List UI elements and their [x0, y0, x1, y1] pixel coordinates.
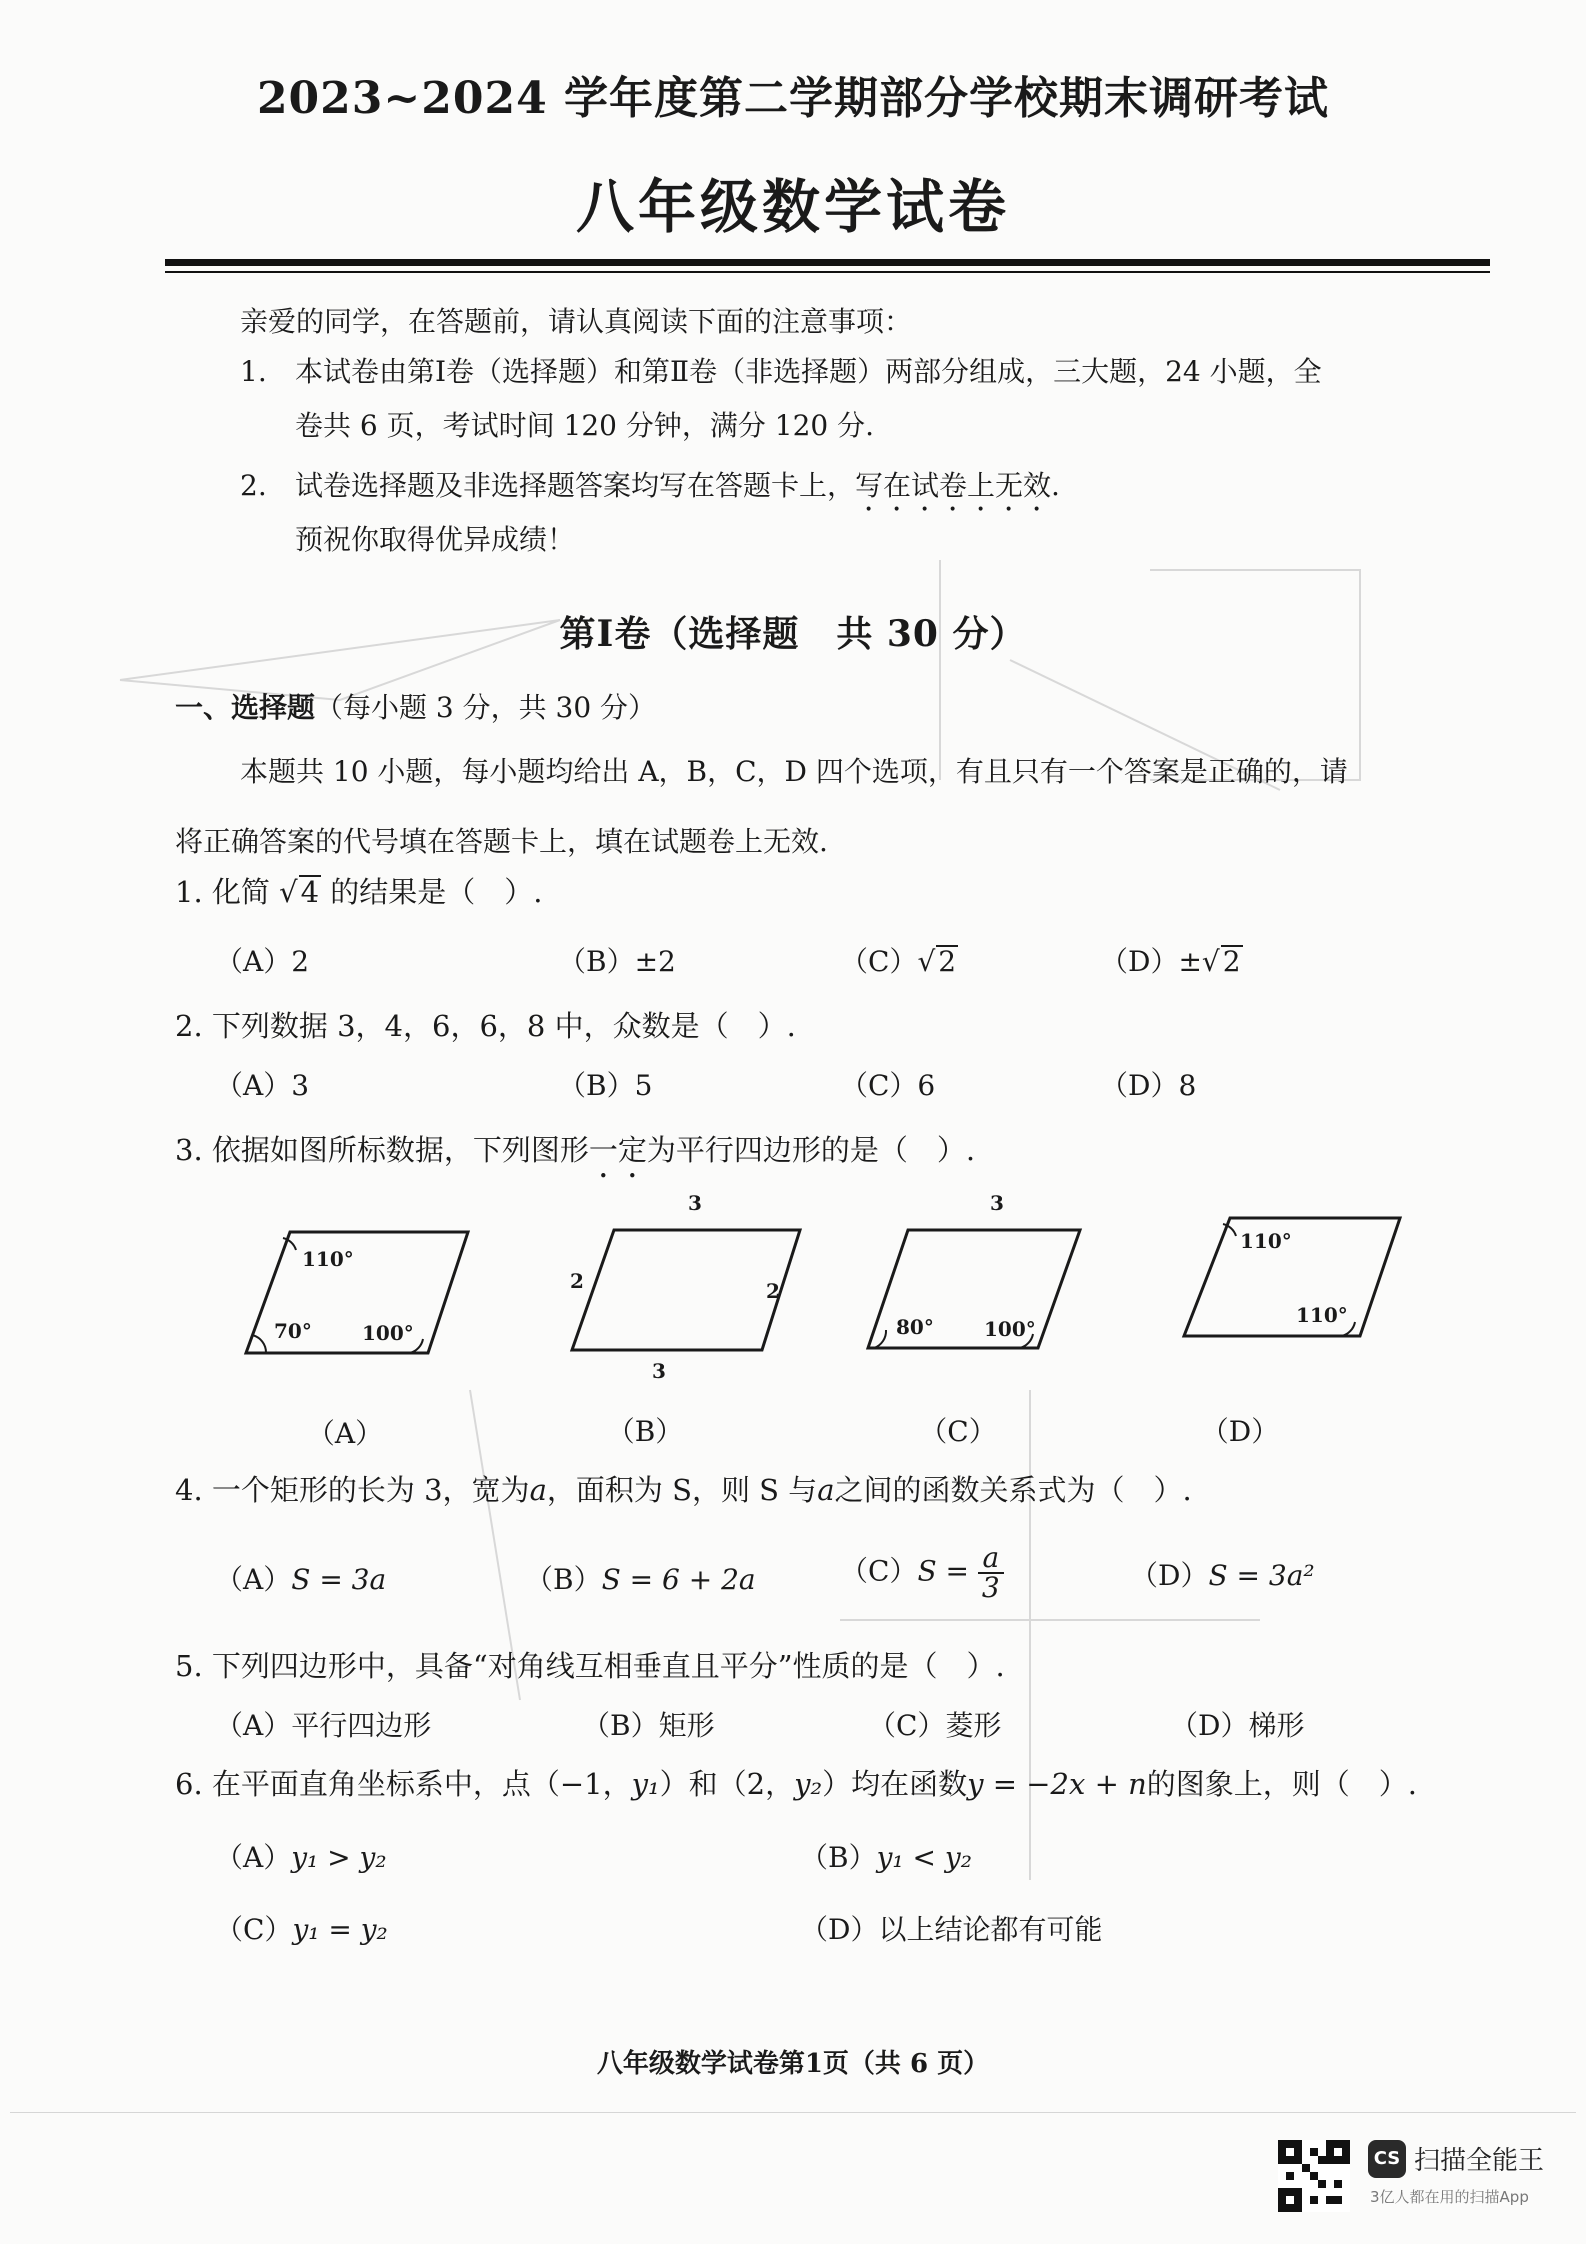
q5-option-c: （C）菱形 — [868, 1709, 1002, 1742]
q1-stem: 1. 化简 √ 4 的结果是（ ）. — [175, 875, 543, 909]
q3-label-d: （D） — [1200, 1415, 1280, 1448]
q4-stem-mid: ，面积为 S，则 S 与 — [546, 1473, 818, 1507]
q1-option-d: （D）±√ 2 — [1100, 945, 1241, 978]
q1-stem-post: 的结果是（ ）. — [330, 875, 543, 909]
q1-radicand: 4 — [300, 875, 320, 909]
q6-stem-pre: 6. 在平面直角坐标系中，点（−1， — [175, 1767, 632, 1801]
section1-points: （每小题 3 分，共 30 分） — [315, 691, 657, 724]
q1-option-c-label: （C） — [840, 945, 918, 978]
exam-title: 2023~2024 学年度第二学期部分学校期末调研考试 — [256, 73, 1330, 124]
q1-option-c-radicand: 2 — [938, 945, 957, 978]
q3-fig-d-angle-110-bottom: 110° — [1296, 1303, 1348, 1327]
page-bottom-edge — [10, 2112, 1576, 2113]
q6-option-a-expr: y₁ > y₂ — [291, 1841, 387, 1874]
q3-label-b: （B） — [606, 1415, 684, 1448]
page-footer: 八年级数学试卷第1页（共 6 页） — [596, 2049, 990, 2079]
q3-fig-d-angle-110-top: 110° — [1240, 1229, 1292, 1253]
q6-option-a-label: （A） — [215, 1841, 292, 1874]
q4-option-b-label: （B） — [525, 1563, 602, 1596]
q4-option-a-label: （A） — [215, 1563, 292, 1596]
q4-option-c-numerator: a — [978, 1544, 1004, 1574]
q2-option-b: （B）5 — [558, 1069, 653, 1102]
q4-var-a2: a — [817, 1473, 835, 1507]
q4-option-d-label: （D） — [1130, 1559, 1209, 1592]
q4-option-c-denominator: 3 — [981, 1571, 1000, 1604]
q3-fig-a-angle-70: 70° — [274, 1319, 312, 1343]
q6-option-b-label: （B） — [800, 1841, 877, 1874]
notice-greeting: 亲爱的同学，在答题前，请认真阅读下面的注意事项： — [240, 305, 913, 338]
q4-option-c-label: （C） — [840, 1554, 918, 1588]
notice-item1-line2: 卷共 6 页，考试时间 120 分钟，满分 120 分. — [295, 409, 875, 442]
q6-option-c — [215, 1910, 388, 1950]
q5-option-d: （D）梯形 — [1170, 1709, 1305, 1742]
q1-option-d-label: （D）± — [1100, 945, 1202, 978]
section1-instructions-line2: 将正确答案的代号填在答题卡上，填在试题卷上无效. — [175, 825, 828, 858]
q1-stem-pre: 1. 化简 — [175, 875, 270, 909]
exam-subtitle: 八年级数学试卷 — [575, 173, 1010, 241]
section1-label: 一、选择题 — [175, 691, 316, 724]
q1-option-a: （A）2 — [215, 945, 310, 978]
q4-stem-post: 之间的函数关系式为（ ）. — [834, 1473, 1192, 1507]
notice-item2-post: . — [1051, 469, 1060, 502]
notice-item1-number: 1. — [240, 355, 267, 388]
notice-item2-pre: 试卷选择题及非选择题答案均写在答题卡上， — [295, 469, 856, 502]
q4-option-a-expr: S = 3a — [291, 1563, 387, 1596]
q6-option-a — [215, 1838, 387, 1878]
q3-stem-pre: 3. 依据如图所标数据，下列图形 — [175, 1133, 589, 1167]
q3-stem-emphasis: 一定 — [588, 1133, 647, 1167]
q4-option-d — [1130, 1556, 1315, 1596]
notice-item2-emphasis: 写在试卷上无效 — [855, 469, 1052, 502]
q6-option-c-label: （C） — [215, 1913, 293, 1946]
q2-option-c: （C）6 — [840, 1069, 936, 1102]
q3-figure-d — [1184, 1218, 1400, 1336]
q6-option-b — [800, 1838, 972, 1878]
q3-fig-b-top: 3 — [688, 1191, 702, 1215]
q1-option-b: （B）±2 — [558, 945, 676, 978]
q4-option-b-expr: S = 6 + 2a — [601, 1563, 756, 1596]
q4-option-b — [525, 1560, 756, 1600]
qr-code-icon — [1278, 2140, 1350, 2212]
q6-function: y = −2x + n — [967, 1767, 1147, 1801]
q4-option-c-lhs: S = — [917, 1554, 969, 1588]
q6-stem-mid2: ）均在函数 — [822, 1767, 968, 1801]
q3-fig-c-angle-80: 80° — [896, 1315, 934, 1339]
q4-stem — [175, 1470, 1192, 1510]
q3-fig-a-angle-100: 100° — [362, 1321, 414, 1345]
q4-option-d-expr: S = 3a² — [1208, 1559, 1315, 1592]
q1-option-c: （C）√ 2 — [840, 945, 957, 978]
q6-option-b-expr: y₁ < y₂ — [876, 1841, 972, 1874]
notice-item2-number: 2. — [240, 469, 267, 502]
q5-option-b: （B）矩形 — [582, 1709, 715, 1742]
q6-stem-post: 的图象上，则（ ）. — [1146, 1767, 1417, 1801]
q4-stem-pre: 4. 一个矩形的长为 3，宽为 — [175, 1473, 530, 1507]
q3-fig-a-angle-110: 110° — [302, 1247, 354, 1271]
q2-stem: 2. 下列数据 3，4，6，6，8 中，众数是（ ）. — [175, 1009, 796, 1043]
q5-option-a: （A）平行四边形 — [215, 1709, 432, 1742]
q4-option-c — [840, 1541, 1004, 1604]
q3-fig-b-bottom: 3 — [652, 1359, 666, 1383]
q6-stem-mid: ）和（2， — [659, 1767, 795, 1801]
section1-instructions-line1: 本题共 10 小题，每小题均给出 A，B，C，D 四个选项，有且只有一个答案是正确的，请 — [240, 755, 1348, 788]
q4-option-a — [215, 1560, 386, 1600]
notice-item1-line1: 本试卷由第Ⅰ卷（选择题）和第Ⅱ卷（非选择题）两部分组成，三大题，24 小题，全 — [295, 355, 1322, 388]
q2-option-d: （D）8 — [1100, 1069, 1197, 1102]
q6-stem — [175, 1764, 1417, 1804]
camscanner-tagline: 3亿人都在用的扫描App — [1370, 2188, 1529, 2206]
q3-label-a: （A） — [306, 1417, 384, 1450]
q3-stem-post: 为平行四边形的是（ ）. — [646, 1133, 976, 1167]
q5-stem: 5. 下列四边形中，具备“对角线互相垂直且平分”性质的是（ ）. — [175, 1649, 1005, 1683]
q6-option-c-expr: y₁ = y₂ — [292, 1913, 388, 1946]
q3-fig-c-top: 3 — [990, 1191, 1004, 1215]
q1-option-d-radicand: 2 — [1222, 945, 1241, 978]
q3-label-c: （C） — [919, 1415, 997, 1448]
camscanner-name: 扫描全能王 — [1414, 2146, 1545, 2176]
q4-var-a: a — [529, 1473, 547, 1507]
q6-y1: y₁ — [631, 1767, 660, 1801]
q3-fig-b-left: 2 — [570, 1269, 584, 1293]
q2-option-a: （A）3 — [215, 1069, 310, 1102]
q6-option-d: （D）以上结论都有可能 — [800, 1913, 1103, 1946]
notice-wish: 预祝你取得优异成绩！ — [295, 523, 576, 556]
q6-y2: y₂ — [794, 1767, 823, 1801]
part1-heading: 第Ⅰ卷（选择题 共 30 分） — [559, 613, 1027, 655]
q3-fig-b-right: 2 — [766, 1279, 780, 1303]
q3-fig-c-angle-100: 100° — [984, 1317, 1036, 1341]
q4-option-c-fraction — [978, 1541, 1004, 1604]
camscanner-logo-icon: CS — [1368, 2140, 1406, 2178]
